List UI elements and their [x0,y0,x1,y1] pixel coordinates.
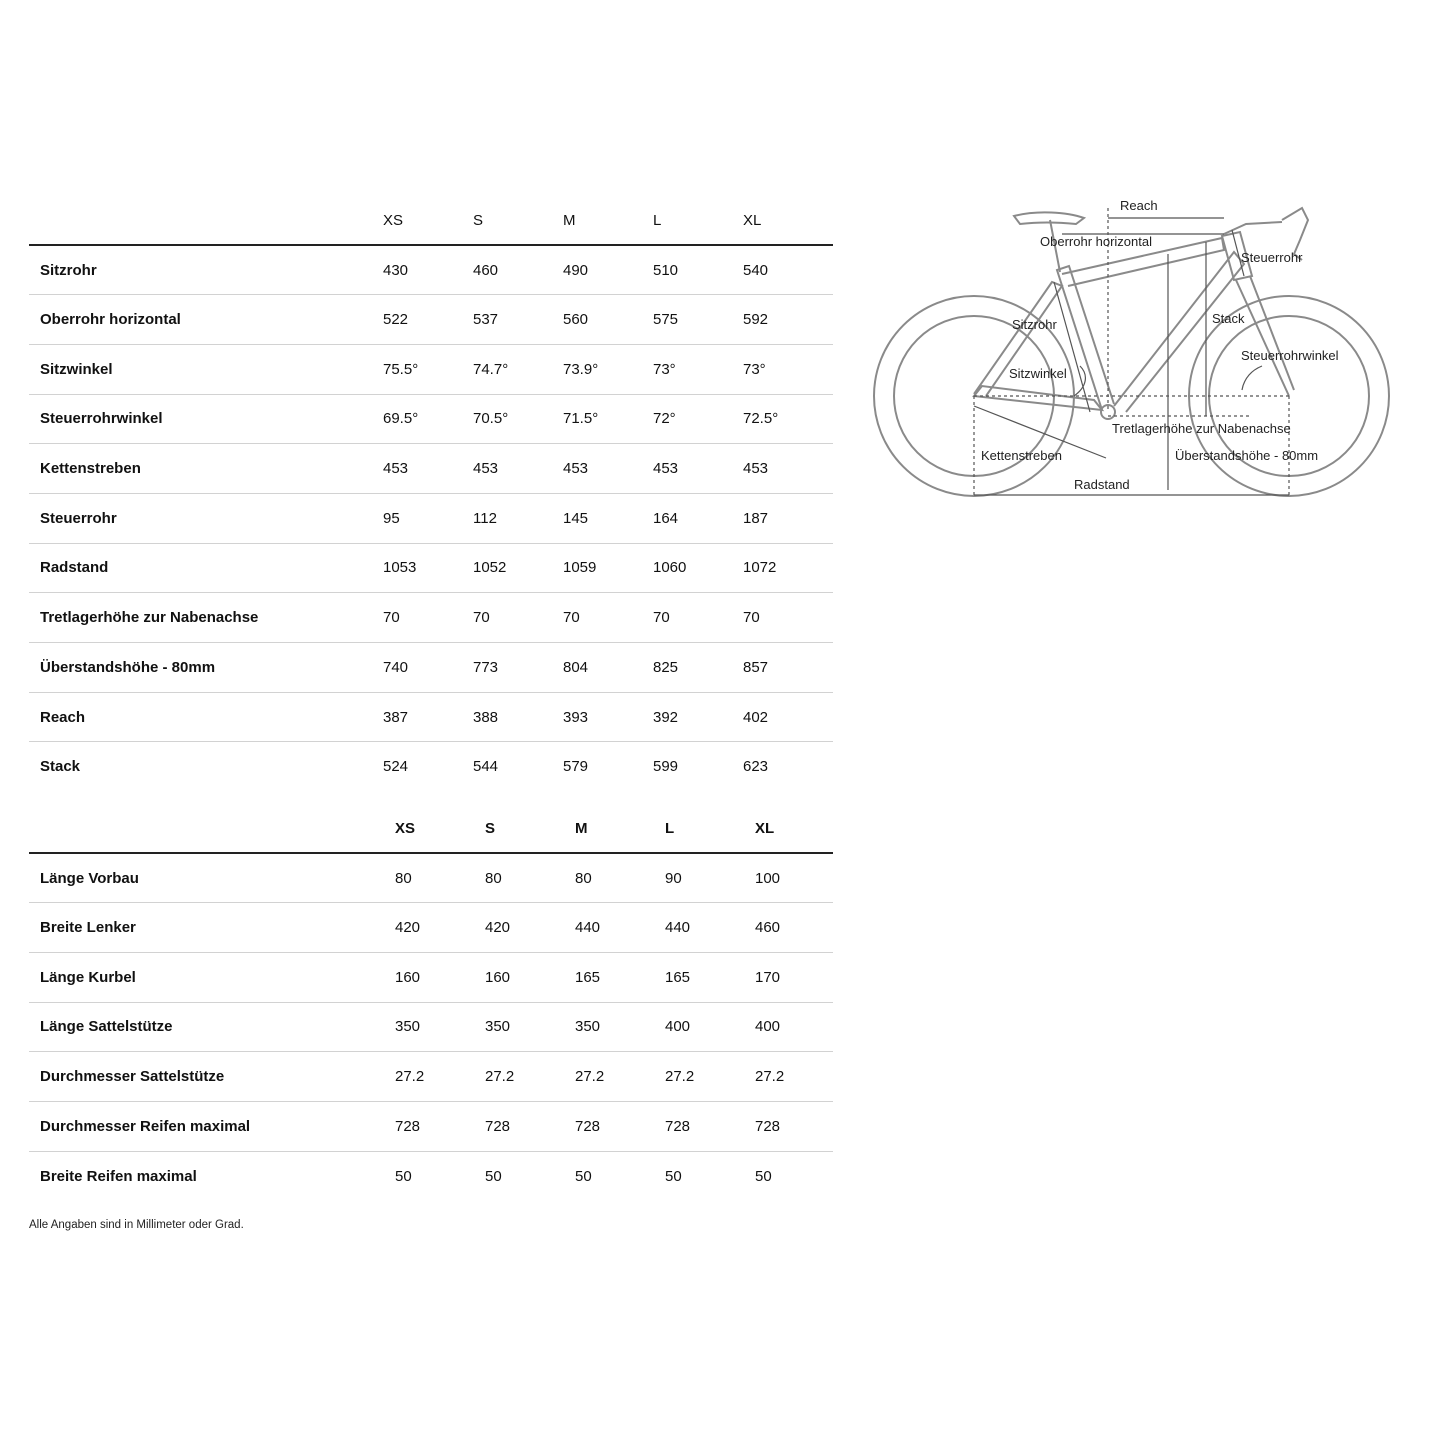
components-cell-s: 350 [473,1002,563,1052]
components-cell-xs: 160 [383,952,473,1002]
label-wheelbase: Radstand [1074,477,1130,492]
geometry-cell-m: 73.9° [563,344,653,394]
geometry-cell-xl: 540 [743,245,833,295]
geometry-row [29,444,833,494]
label-chainstay: Kettenstreben [981,448,1062,463]
geometry-cell-xs: 387 [383,692,473,742]
components-cell-m: 728 [563,1101,653,1151]
geometry-row-label: Sitzrohr [29,245,383,295]
components-cell-s: 160 [473,952,563,1002]
components-cell-xs: 350 [383,1002,473,1052]
geometry-cell-s: 388 [473,692,563,742]
components-cell-xl: 50 [755,1167,772,1185]
components-row [29,1002,833,1052]
geometry-cell-l: 1060 [653,543,743,593]
label-reach: Reach [1120,198,1158,213]
geometry-cell-s: 544 [473,758,499,776]
geometry-row [29,295,833,345]
geometry-row-label: Steuerrohrwinkel [29,394,383,444]
geometry-cell-s: 453 [473,444,563,494]
geometry-row [29,493,833,543]
geometry-cell-m: 70 [563,593,653,643]
components-header-size-xl: XL [743,804,833,853]
geometry-cell-m: 579 [563,758,589,776]
geometry-row [29,543,833,593]
components-cell-l: 728 [653,1101,743,1151]
geometry-cell-l: 453 [653,444,743,494]
components-cell-l: 165 [653,952,743,1002]
components-header-label-cell [29,804,383,853]
geometry-cell-xl: 70 [743,593,833,643]
components-header-size-l: L [653,804,743,853]
geometry-cell-xs: 95 [383,493,473,543]
geometry-cell-s: 1052 [473,543,563,593]
components-header-size-xs: XS [383,804,473,853]
geometry-cell-l: 825 [653,643,743,693]
geometry-cell-s: 70 [473,593,563,643]
geometry-cell-s: 537 [473,295,563,345]
geometry-header-size-m: M [563,196,653,245]
components-header-size-m: M [563,804,653,853]
components-header-size-s: S [473,804,563,853]
components-cell-s: 27.2 [473,1052,563,1102]
geometry-cell-l: 575 [653,295,743,345]
components-cell-xl: 728 [743,1101,833,1151]
saddle [1014,212,1084,224]
geometry-cell-xs: 522 [383,295,473,345]
components-cell-l: 27.2 [653,1052,743,1102]
geometry-cell-xs: 69.5° [383,394,473,444]
components-cell-xs: 50 [395,1167,412,1185]
components-table-body [29,853,833,1201]
bike-geometry-diagram [862,190,1402,510]
components-cell-m: 350 [563,1002,653,1052]
components-header-row [29,804,833,853]
label-standover: Überstandshöhe - 80mm [1175,448,1319,463]
geometry-row [29,344,833,394]
geometry-row [29,245,833,295]
components-cell-xl: 100 [743,853,833,903]
geometry-table [29,196,833,792]
geometry-header-size-l: L [653,196,743,245]
geometry-header-row [29,196,833,245]
geometry-row [29,742,833,792]
geometry-cell-xs: 524 [383,758,409,776]
components-cell-xl: 460 [743,903,833,953]
components-cell-s: 420 [473,903,563,953]
geometry-row-label: Stack [40,758,81,776]
geometry-row-label: Steuerrohr [29,493,383,543]
geometry-cell-m: 560 [563,295,653,345]
geometry-cell-l: 73° [653,344,743,394]
components-row [29,1151,833,1201]
components-row-label: Breite Lenker [29,903,383,953]
geometry-cell-xs: 1053 [383,543,473,593]
geometry-cell-l: 599 [653,758,679,776]
components-cell-xl: 170 [743,952,833,1002]
label-seat-angle: Sitzwinkel [1009,366,1067,381]
components-row-label: Länge Kurbel [29,952,383,1002]
geometry-row-label: Radstand [29,543,383,593]
geometry-header-size-xl: XL [743,196,833,245]
geometry-cell-xl: 623 [743,758,769,776]
components-row-label: Breite Reifen maximal [40,1167,197,1185]
seat-tube [1057,266,1114,410]
geometry-cell-s: 773 [473,643,563,693]
label-head-tube: Steuerrohr [1241,250,1303,265]
geometry-header-label-cell [29,196,383,245]
seat-angle-arc [1074,366,1085,396]
geometry-row [29,394,833,444]
geometry-cell-xl: 72.5° [743,394,833,444]
geometry-cell-m: 490 [563,245,653,295]
geometry-cell-m: 804 [563,643,653,693]
label-head-angle: Steuerrohrwinkel [1241,348,1339,363]
geometry-cell-xl: 592 [743,295,833,345]
head-angle-arc [1242,366,1262,390]
components-cell-xs: 728 [383,1101,473,1151]
geometry-row-label: Kettenstreben [29,444,383,494]
geometry-cell-l: 70 [653,593,743,643]
geometry-cell-xl: 73° [743,344,833,394]
geometry-cell-l: 72° [653,394,743,444]
chainstay-tube [974,386,1102,410]
components-cell-l: 440 [653,903,743,953]
geometry-row [29,643,833,693]
geometry-cell-m: 393 [563,692,653,742]
footnote: Alle Angaben sind in Millimeter oder Grad. [29,1219,244,1231]
fork [1236,276,1294,396]
geometry-cell-m: 453 [563,444,653,494]
geometry-cell-m: 145 [563,493,653,543]
geometry-row-label: Oberrohr horizontal [29,295,383,345]
components-cell-m: 27.2 [563,1052,653,1102]
label-bb-drop: Tretlagerhöhe zur Nabenachse [1112,421,1291,436]
label-top-tube: Oberrohr horizontal [1040,234,1152,249]
geometry-cell-s: 70.5° [473,394,563,444]
components-cell-xl: 27.2 [743,1052,833,1102]
components-cell-xl: 400 [743,1002,833,1052]
geometry-row-label: Tretlagerhöhe zur Nabenachse [29,593,383,643]
components-row-label: Länge Sattelstütze [29,1002,383,1052]
components-cell-s: 50 [485,1167,502,1185]
components-cell-l: 400 [653,1002,743,1052]
components-cell-s: 80 [473,853,563,903]
components-cell-l: 50 [665,1167,682,1185]
components-cell-xs: 27.2 [383,1052,473,1102]
components-cell-xs: 420 [383,903,473,953]
components-cell-s: 728 [473,1101,563,1151]
geometry-cell-xs: 430 [383,245,473,295]
components-row [29,1101,833,1151]
geometry-cell-xs: 70 [383,593,473,643]
geometry-row-label: Überstandshöhe - 80mm [29,643,383,693]
components-cell-xs: 80 [383,853,473,903]
geometry-table-body [29,245,833,792]
geometry-cell-s: 112 [473,493,563,543]
components-row-label: Durchmesser Sattelstütze [29,1052,383,1102]
geometry-cell-xs: 453 [383,444,473,494]
geometry-row-label: Sitzwinkel [29,344,383,394]
components-row [29,952,833,1002]
geometry-row [29,692,833,742]
geometry-cell-xs: 740 [383,643,473,693]
down-tube [1114,252,1244,412]
components-cell-m: 80 [563,853,653,903]
geometry-row-label: Reach [29,692,383,742]
geometry-cell-xl: 1072 [743,543,833,593]
components-row-label: Länge Vorbau [29,853,383,903]
components-cell-m: 50 [575,1167,592,1185]
label-stack: Stack [1212,311,1245,326]
geometry-cell-xs: 75.5° [383,344,473,394]
components-row [29,903,833,953]
geometry-header-size-xs: XS [383,196,473,245]
components-cell-m: 440 [563,903,653,953]
geometry-cell-xl: 187 [743,493,833,543]
geometry-row [29,593,833,643]
label-seat-tube: Sitzrohr [1012,317,1057,332]
geometry-cell-s: 460 [473,245,563,295]
geometry-cell-l: 164 [653,493,743,543]
geometry-cell-m: 1059 [563,543,653,593]
components-row-label: Durchmesser Reifen maximal [29,1101,383,1151]
components-cell-l: 90 [653,853,743,903]
geometry-header-size-s: S [473,196,563,245]
geometry-cell-xl: 453 [743,444,833,494]
components-row [29,853,833,903]
seat-tube-line [1054,282,1090,412]
components-row [29,1052,833,1102]
components-cell-m: 165 [563,952,653,1002]
geometry-cell-l: 392 [653,692,743,742]
geometry-cell-xl: 402 [743,692,833,742]
geometry-cell-l: 510 [653,245,743,295]
components-table [29,804,833,1201]
geometry-cell-s: 74.7° [473,344,563,394]
geometry-cell-m: 71.5° [563,394,653,444]
geometry-cell-xl: 857 [743,643,833,693]
